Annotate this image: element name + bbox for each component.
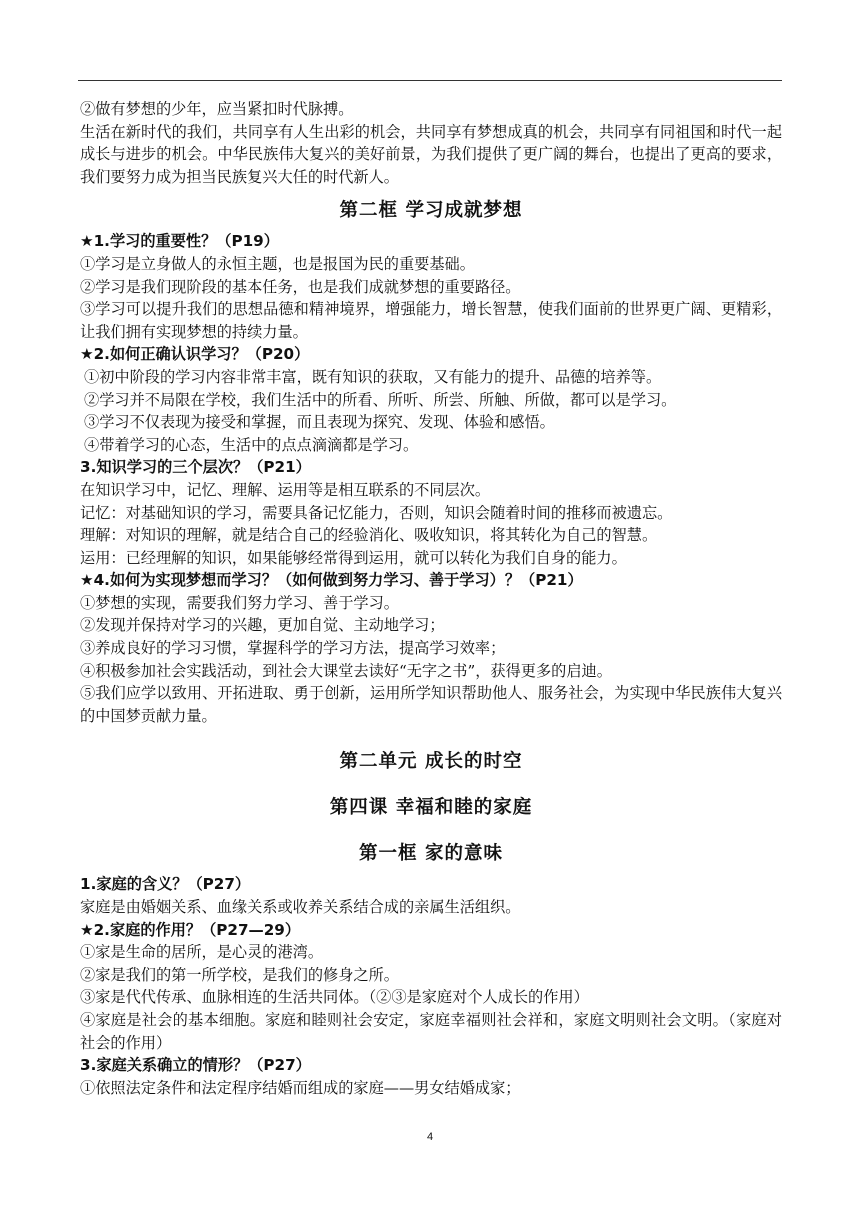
answer-line: ⑤我们应学以致用、开拓进取、勇于创新，运用所学知识帮助他人、服务社会，为实现中华民族伟大复兴的中国梦贡献力量。: [80, 684, 782, 725]
answer-line: 家庭是由婚姻关系、血缘关系或收养关系结合成的亲属生活组织。: [80, 898, 521, 917]
unit-title: 第二单元 成长的时空: [339, 751, 523, 773]
answer-line: ①学习是立身做人的永恒主题，也是报国为民的重要基础。: [80, 254, 475, 273]
answer-line: ③养成良好的学习习惯，掌握科学的学习方法，提高学习效率；: [80, 639, 506, 658]
answer-line: 运用：已经理解的知识，如果能够经常得到运用，就可以转化为我们自身的能力。: [80, 548, 627, 567]
answer-line: ①初中阶段的学习内容非常丰富，既有知识的获取，又有能力的提升、品德的培养等。: [84, 367, 662, 386]
answer-line: 理解：对知识的理解，就是结合自己的经验消化、吸收知识，将其转化为自己的智慧。: [80, 526, 658, 545]
answer-line: ①家是生命的居所，是心灵的港湾。: [80, 943, 323, 962]
paragraph: 生活在新时代的我们，共同享有人生出彩的机会，共同享有梦想成真的机会，共同享有同祖国和时代一起成长与进步的机会。中华民族伟大复兴的美好前景，为我们提供了更广阔的舞台，也提出了更高的要求，我们要努力成为担当民族复兴大任的时代新人。: [80, 122, 782, 186]
page-number: 4: [426, 1131, 434, 1143]
answer-line: ③学习不仅表现为接受和掌握，而且表现为探究、发现、体验和感悟。: [84, 413, 555, 432]
question-heading: ★4.如何为实现梦想而学习？（如何做到努力学习、善于学习）？（P21）: [80, 571, 583, 590]
answer-line: 记忆：对基础知识的学习，需要具备记忆能力，否则，知识会随着时间的推移而被遗忘。: [80, 503, 673, 522]
answer-line: ③学习可以提升我们的思想品德和精神境界，增强能力，增长智慧，使我们面前的世界更广阔、更精彩，让我们拥有实现梦想的持续力量。: [80, 300, 782, 341]
question-heading: ★2.如何正确认识学习？（P20）: [80, 345, 310, 364]
answer-line: ④带着学习的心态，生活中的点点滴滴都是学习。: [84, 435, 419, 454]
answer-line: ②发现并保持对学习的兴趣，更加自觉、主动地学习；: [80, 616, 445, 635]
answer-line: ④积极参加社会实践活动，到社会大课堂去读好“无字之书”，获得更多的启迪。: [80, 661, 612, 680]
answer-line: ③家是代代传承、血脉相连的生活共同体。（②③是家庭对个人成长的作用）: [80, 988, 589, 1007]
page-content: [80, 98, 782, 1099]
section-title: 第二框 学习成就梦想: [339, 200, 523, 222]
lesson-title: 第四课 幸福和睦的家庭: [329, 797, 533, 819]
question-heading: 3.知识学习的三个层次？（P21）: [80, 458, 311, 477]
question-heading: 3.家庭关系确立的情形？（P27）: [80, 1056, 311, 1075]
header-rule: [78, 80, 782, 81]
answer-line: 在知识学习中，记忆、理解、运用等是相互联系的不同层次。: [80, 480, 491, 499]
question-heading: 1.家庭的含义？（P27）: [80, 875, 251, 894]
answer-line: ②学习并不局限在学校，我们生活中的所看、所听、所尝、所触、所做，都可以是学习。: [84, 390, 677, 409]
answer-line: ①梦想的实现，需要我们努力学习、善于学习。: [80, 593, 399, 612]
frame-title: 第一框 家的意味: [359, 843, 503, 865]
answer-line: ②学习是我们现阶段的基本任务，也是我们成就梦想的重要路径。: [80, 277, 521, 296]
paragraph: ②做有梦想的少年，应当紧扣时代脉搏。: [80, 100, 354, 118]
question-heading: ★2.家庭的作用？（P27—29）: [80, 920, 301, 939]
question-heading: ★1.学习的重要性？（P19）: [80, 232, 279, 251]
answer-line: ①依照法定条件和法定程序结婚而组成的家庭——男女结婚成家；: [80, 1078, 521, 1097]
answer-line: ②家是我们的第一所学校，是我们的修身之所。: [80, 965, 399, 984]
answer-line: ④家庭是社会的基本细胞。家庭和睦则社会安定，家庭幸福则社会祥和，家庭文明则社会文明。（家庭对社会的作用）: [80, 1011, 782, 1052]
